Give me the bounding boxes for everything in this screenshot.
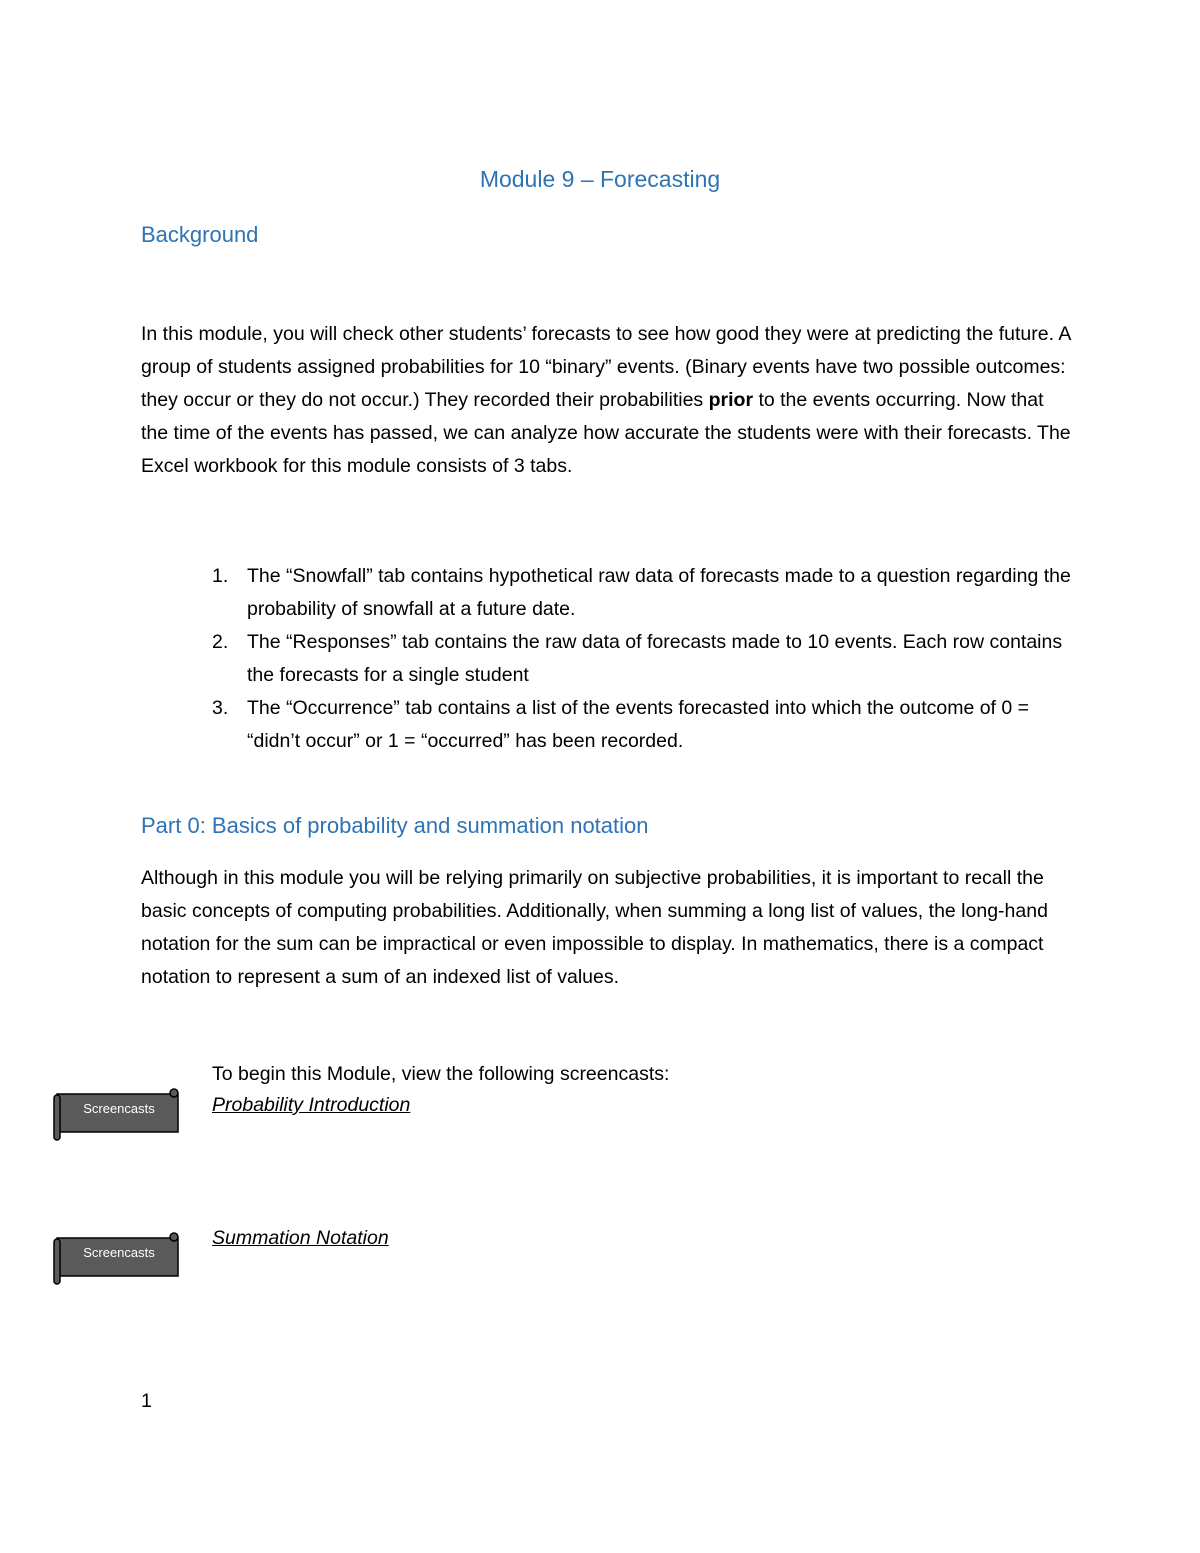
screencasts-badge-label: Screencasts <box>83 1245 155 1260</box>
part0-paragraph: Although in this module you will be relying primarily on subjective probabilities, it is important to recall the basic concepts of computing probabilities. Additionally, when summing a long list of values, the long-hand notation for the sum can be impractical or even impossible to display. In mathematics, there is a compact notation to represent a sum of an indexed list of values. <box>141 867 1048 988</box>
document-title: Module 9 – Forecasting <box>479 166 721 192</box>
part0-heading: Part 0: Basics of probability and summation notation <box>141 813 649 838</box>
summation-notation-link[interactable]: Summation Notation <box>212 1227 389 1249</box>
background-text-2: to the events occurring. Now that the time of the events has passed, we can analyze how accurate the students were with their forecasts. The Excel workbook for this module consists of 3 tabs. <box>141 389 1071 477</box>
tabs-list <box>141 560 1071 758</box>
screencasts-badge <box>53 1232 179 1278</box>
list-text: The “Occurrence” tab contains a list of the events forecasted into which the outcome of 0 = “didn’t occur” or 1 = “occurred” has been recorded. <box>247 697 1030 752</box>
screencasts-intro: To begin this Module, view the following screencasts: <box>212 1063 670 1085</box>
background-bold-word: prior <box>708 389 754 411</box>
list-item <box>141 692 1071 758</box>
screencasts-badge <box>53 1088 179 1134</box>
background-text-1: In this module, you will check other students’ forecasts to see how good they were at predicting the future. A group of students assigned probabilities for 10 “binary” events. (Binary events have two possible outcomes: they occur or they do not occur.) They recorded their probabilities <box>141 323 1071 411</box>
list-number: 1. <box>212 565 229 587</box>
page-number: 1 <box>141 1390 152 1412</box>
screencasts-badge-label: Screencasts <box>83 1101 155 1116</box>
probability-introduction-link[interactable]: Probability Introduction <box>212 1094 411 1116</box>
background-paragraph <box>141 318 1071 483</box>
list-text: The “Responses” tab contains the raw data of forecasts made to 10 events. Each row contains the forecasts for a single student <box>247 631 1063 686</box>
background-heading: Background <box>141 222 259 247</box>
list-number: 3. <box>212 697 229 719</box>
list-item <box>141 560 1071 626</box>
list-text: The “Snowfall” tab contains hypothetical raw data of forecasts made to a question regarding the probability of snowfall at a future date. <box>247 565 1071 620</box>
list-number: 2. <box>212 631 229 653</box>
list-item <box>141 626 1071 692</box>
